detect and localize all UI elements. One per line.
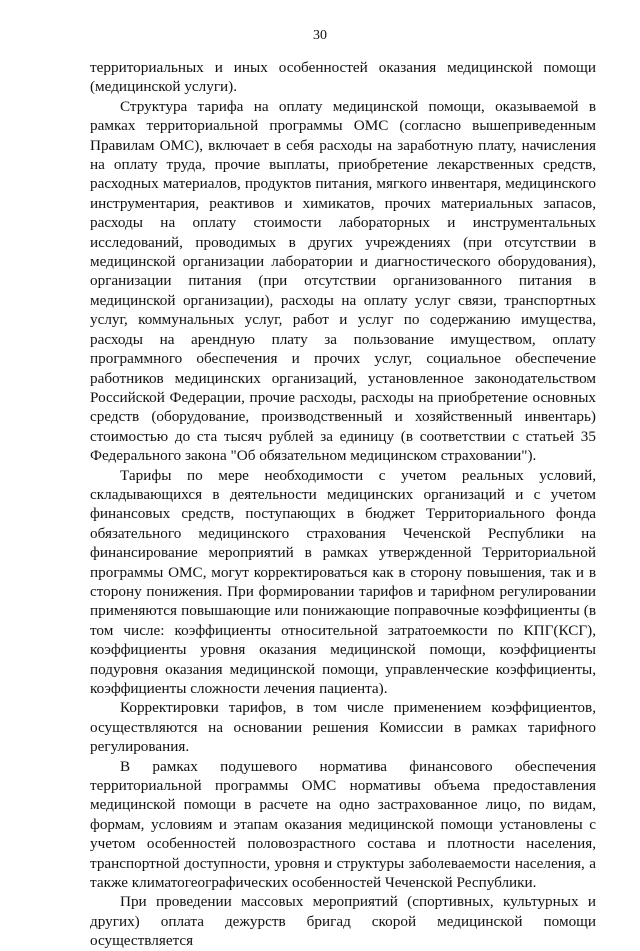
document-body: [90, 58, 596, 951]
paragraph-mass-events: При проведении массовых мероприятий (спортивных, культурных и других) оплата дежурств бригад скорой медицинской помощи осуществляется: [90, 893, 596, 950]
paragraph-tariff-structure: Структура тарифа на оплату медицинской помощи, оказываемой в рамках территориальной программы ОМС (согласно вышеприведенным Правилам ОМС), включает в себя расходы на заработную плату, начисления на оплату труда, прочие выплаты, приобретение лекарственных средств, расходных материалов, продуктов питания, мягкого инвентаря, медицинского инструментария, реактивов и химикатов, прочих материальных запасов, расходы на оплату стоимости лабораторных и инструментальных исследований, проводимых в других учреждениях (при отсутствии в медицинской организации лаборатории и диагностического оборудования), организации питания (при отсутствии организованного питания в медицинской организации), расходы на оплату услуг связи, транспортных услуг, коммунальных услуг, работ и услуг по содержанию имущества, расходы на арендную плату за пользование имуществом, оплату программного обеспечения и прочих услуг, социальное обеспечение работников медицинских организаций, установленное законодательством Российской Федерации, прочие расходы, расходы на приобретение основных средств (оборудование, производственный и хозяйственный инвентарь) стоимостью до ста тысяч рублей за единицу (в соответствии с статьей 35 Федерального закона "Об обязательном медицинском страховании").: [90, 97, 596, 465]
paragraph-tariff-adjustment: Тарифы по мере необходимости с учетом реальных условий, складывающихся в деятельности медицинских организаций и с учетом финансовых средств, поступающих в бюджет Территориального фонда обязательного медицинского страхования Чеченской Республики на финансирование мероприятий в рамках утвержденной Территориальной программы ОМС, могут корректироваться как в сторону повышения, так и в сторону понижения. При формировании тарифов и тарифном регулировании применяются повышающие или понижающие поправочные коэффициенты (в том числе: коэффициенты относительной затратоемкости по КПГ(КСГ), коэффициенты уровня оказания медицинской помощи, коэффициенты подуровня оказания медицинской помощи, управленческие коэффициенты, коэффициенты сложности лечения пациента).: [90, 466, 596, 697]
paragraph-continuation: территориальных и иных особенностей оказания медицинской помощи (медицинской услуги).: [90, 59, 596, 96]
paragraph-tariff-corrections: Корректировки тарифов, в том числе применением коэффициентов, осуществляются на основании решения Комиссии в рамках тарифного регулирования.: [90, 699, 596, 756]
paragraph-per-capita-norms: В рамках подушевого норматива финансового обеспечения территориальной программы ОМС нормативы объема предоставления медицинской помощи в расчете на одно застрахованное лицо, по видам, формам, условиям и этапам оказания медицинской помощи установлены с учетом особенностей половозрастного состава и плотности населения, транспортной доступности, уровня и структуры заболеваемости населения, а также климатогеографических особенностей Чеченской Республики.: [90, 757, 596, 892]
page-number: 30: [313, 28, 327, 43]
